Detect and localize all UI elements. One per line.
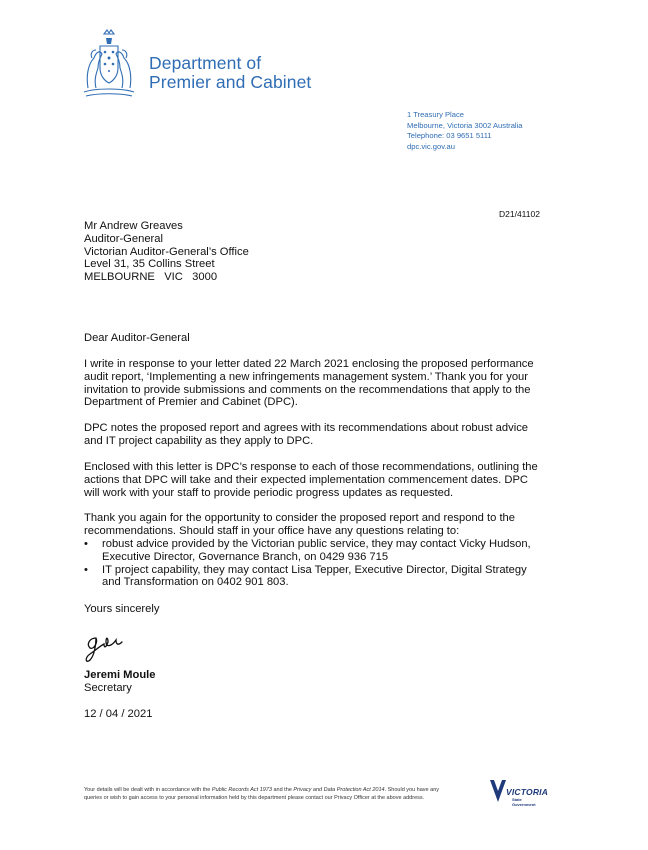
privacy-text: queries or wish to gain access to your personal information held by this department please contact our Privacy Officer at the above address. [84, 794, 425, 801]
address-line: 1 Treasury Place [407, 110, 464, 119]
recipient-address [84, 220, 249, 284]
logo-line: Government [512, 802, 536, 807]
signatory-name: Jeremi Moule [84, 669, 156, 681]
paragraph-2: DPC notes the proposed report and agrees with its recommendations about robust advice and IT project capability as they apply to DPC. [84, 422, 529, 447]
recipient-line: Mr Andrew Greaves [84, 220, 183, 232]
paragraph-3: Enclosed with this letter is DPC’s response to each of those recommendations, outlining the actions that DPC will take and their expected implementation commencement dates. DPC will work with your staff to provide periodic progress updates as requested. [84, 461, 538, 499]
logo-subtext [512, 797, 536, 807]
recipient-line: Auditor-General [84, 232, 163, 245]
website-link[interactable]: dpc.vic.gov.au [407, 141, 455, 151]
department-address [407, 110, 523, 152]
letter-date: 12 / 04 / 2021 [84, 708, 153, 720]
list-item: • robust advice provided by the Victorian public service, they may contact Vicky Hudson, Executive Director, Governance Branch, on 0429 936 715 [84, 538, 544, 564]
signatory-title: Secretary [84, 682, 132, 694]
closing: Yours sincerely [84, 603, 160, 615]
act-name: Public Records Act 1973 [211, 787, 272, 793]
department-name [149, 54, 311, 92]
recipient-line: Victorian Auditor-General’s Office [84, 245, 249, 258]
recipient-line: Level 31, 35 Collins Street [84, 258, 215, 271]
contact-list [84, 538, 544, 589]
logo-line: State [512, 797, 522, 802]
signature [82, 628, 142, 666]
recipient-line: MELBOURNE VIC 3000 [84, 271, 218, 284]
address-line: Melbourne, Victoria 3002 Australia [407, 120, 523, 130]
telephone: Telephone: 03 9651 5111 [407, 131, 492, 140]
act-name: Privacy and Data Protection Act 2014 [293, 787, 385, 793]
reference-number: D21/41102 [499, 209, 540, 219]
logo-word: VICTORIA [506, 787, 549, 797]
list-item: • IT project capability, they may contact Lisa Tepper, Executive Director, Digital Strategy and Transformation on 0402 901 803. [84, 564, 544, 590]
privacy-text: Your details will be dealt with in accordance with the [84, 787, 212, 793]
department-line-1: Department of [149, 53, 262, 73]
privacy-text: and the [271, 787, 294, 793]
salutation: Dear Auditor-General [84, 332, 190, 344]
department-line-2: Premier and Cabinet [149, 72, 312, 92]
paragraph-4: Thank you again for the opportunity to consider the proposed report and respond to the recommendations. Should staff in your office have any questions relating to: [84, 512, 516, 537]
privacy-statement [84, 787, 464, 802]
victoria-state-government-logo [490, 780, 550, 810]
privacy-text: . Should you have any [384, 787, 440, 793]
paragraph-1: I write in response to your letter dated 22 March 2021 enclosing the proposed performance audit report, ‘Implementing a new infringements management system.’ Thank you for your invitation to provide submissions and comments on the recommendations that apply to the Department of Premier and Cabinet (DPC). [84, 358, 534, 409]
coat-of-arms-logo [80, 28, 138, 100]
